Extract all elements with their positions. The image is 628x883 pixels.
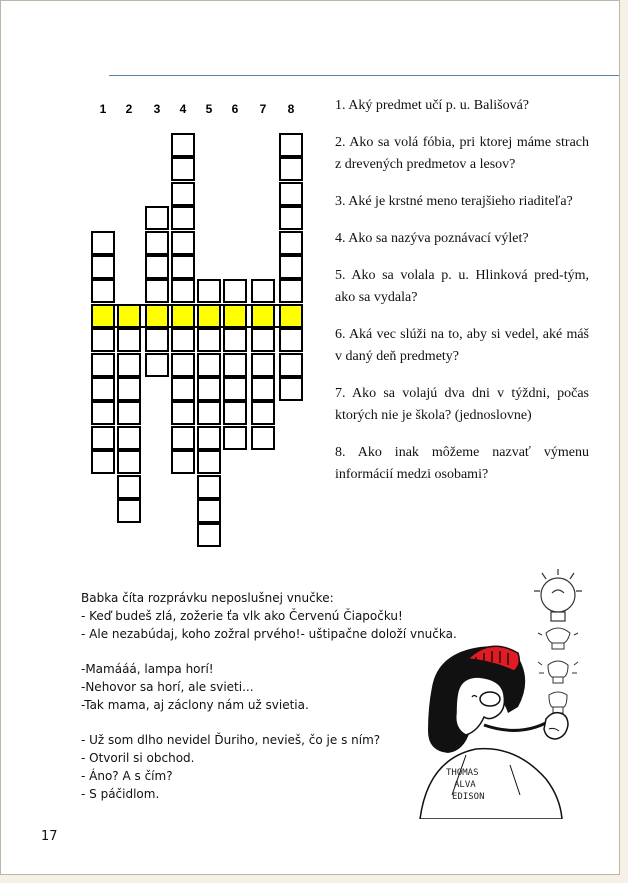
column-number-7: 7 (259, 102, 267, 116)
crossword-cell[interactable] (279, 353, 303, 377)
crossword-cell[interactable] (171, 353, 195, 377)
crossword-cell[interactable] (171, 426, 195, 450)
caption-edison: EDISON (452, 792, 485, 802)
crossword-cell[interactable] (171, 206, 195, 230)
crossword-cell[interactable] (91, 231, 115, 255)
crossword-cell[interactable] (251, 353, 275, 377)
caption-alva: ALVA (454, 780, 476, 790)
lightbulb-icon (538, 628, 578, 649)
crossword-cell[interactable] (117, 401, 141, 425)
question-1: 1. Aký predmet učí p. u. Bališová? (335, 98, 530, 113)
crossword-cell[interactable] (91, 353, 115, 377)
crossword-cell[interactable] (279, 182, 303, 206)
question-8: 8. Ako inak môžeme nazvať výmenu informácií medzi osobami? (335, 445, 589, 482)
crossword-cell[interactable] (91, 426, 115, 450)
crossword-cell[interactable] (197, 353, 221, 377)
crossword-cell[interactable] (91, 279, 115, 303)
crossword-cell[interactable] (171, 133, 195, 157)
crossword-cell[interactable] (197, 401, 221, 425)
joke-line-7: -Tak mama, aj záclony nám už svietia. (81, 697, 309, 712)
crossword-cell[interactable] (145, 231, 169, 255)
column-number-4: 4 (179, 102, 187, 116)
crossword-cell[interactable] (91, 328, 115, 352)
crossword-cell[interactable] (251, 426, 275, 450)
crossword-cell[interactable] (171, 328, 195, 352)
crossword-cell[interactable] (91, 255, 115, 279)
joke-line-9: - Už som dlho nevidel Ďuriho, nevieš, čo je s ním? (81, 733, 381, 748)
crossword-cell[interactable] (145, 255, 169, 279)
joke-line-2: - Keď budeš zlá, zožerie ťa vlk ako Červenú Čiapočku! (81, 608, 403, 623)
joke-line-12: - S páčidlom. (81, 786, 160, 801)
joke-line-1: Babka číta rozprávku neposlušnej vnučke: (81, 591, 334, 605)
joke-line-3: - Ale nezabúdaj, koho zožral prvého!- uštipačne doloží vnučka. (81, 626, 457, 641)
question-5: 5. Ako sa volala p. u. Hlinková pred-tým, ako sa vydala? (335, 268, 589, 305)
crossword-cell[interactable] (171, 377, 195, 401)
crossword-cell[interactable] (279, 279, 303, 303)
crossword-cell[interactable] (117, 450, 141, 474)
crossword-cell[interactable] (145, 328, 169, 352)
crossword-cell[interactable] (117, 499, 141, 523)
lightbulb-icon (538, 661, 578, 683)
crossword-cell[interactable] (197, 450, 221, 474)
joke-line-10: - Otvoril si obchod. (81, 751, 195, 766)
crossword-cell[interactable] (197, 426, 221, 450)
crossword-cell[interactable] (251, 328, 275, 352)
edison-illustration (406, 569, 606, 819)
column-number-5: 5 (205, 102, 213, 116)
crossword-cell[interactable] (279, 206, 303, 230)
crossword-cell[interactable] (117, 475, 141, 499)
header-rule (109, 75, 620, 76)
crossword-cell[interactable] (145, 279, 169, 303)
crossword-cell[interactable] (197, 499, 221, 523)
crossword-cell[interactable] (223, 401, 247, 425)
crossword-cell[interactable] (251, 377, 275, 401)
question-2: 2. Ako sa volá fóbia, pri ktorej máme strach z drevených predmetov a lesov? (335, 135, 589, 172)
crossword-cell[interactable] (171, 401, 195, 425)
face-shape (456, 677, 505, 735)
caption-thomas: THOMAS (446, 768, 479, 778)
crossword-cell[interactable] (117, 328, 141, 352)
pipe-bowl (544, 713, 568, 739)
crossword-cell[interactable] (117, 353, 141, 377)
jokes-section (81, 590, 457, 804)
column-number-8: 8 (287, 102, 295, 116)
crossword-cell[interactable] (117, 426, 141, 450)
crossword-cell[interactable] (117, 377, 141, 401)
joke-line-6: -Nehovor sa horí, ale svieti... (81, 679, 254, 694)
crossword-cell[interactable] (251, 279, 275, 303)
crossword-cell[interactable] (279, 377, 303, 401)
crossword-cell[interactable] (197, 279, 221, 303)
shirt-shape (420, 749, 562, 819)
crossword-cell[interactable] (223, 377, 247, 401)
crossword-cell[interactable] (171, 182, 195, 206)
joke-line-5: -Mamááá, lampa horí! (81, 662, 214, 677)
crossword-cell[interactable] (279, 157, 303, 181)
crossword-cell[interactable] (279, 255, 303, 279)
crossword-cell[interactable] (251, 401, 275, 425)
crossword-cell[interactable] (223, 353, 247, 377)
lightbulb-icon (549, 692, 567, 713)
question-7: 7. Ako sa volajú dva dni v týždni, počas ktorých nie je škola? (jednoslovne) (335, 386, 589, 423)
crossword-cell[interactable] (197, 377, 221, 401)
joke-line-11: - Áno? A s čím? (81, 768, 173, 783)
crossword-cell[interactable] (91, 401, 115, 425)
crossword-questions (335, 95, 589, 501)
crossword-cell[interactable] (223, 328, 247, 352)
crossword-solution-row (91, 304, 303, 328)
crossword-cell[interactable] (279, 231, 303, 255)
crossword-cell[interactable] (145, 353, 169, 377)
lightbulb-icon (534, 569, 582, 621)
joke-spacer (81, 715, 451, 733)
column-number-2: 2 (125, 102, 133, 116)
question-4: 4. Ako sa nazýva poznávací výlet? (335, 231, 529, 246)
crossword-cell[interactable] (223, 426, 247, 450)
crossword-cell[interactable] (171, 450, 195, 474)
crossword-cell[interactable] (91, 450, 115, 474)
crossword-cell[interactable] (171, 157, 195, 181)
column-number-6: 6 (231, 102, 239, 116)
crossword-cell[interactable] (171, 231, 195, 255)
page-number: 17 (41, 829, 58, 844)
crossword-cell[interactable] (91, 377, 115, 401)
question-6: 6. Aká vec slúži na to, aby si vedel, aké máš v daný deň predmety? (335, 327, 589, 364)
crossword-cell[interactable] (197, 523, 221, 547)
question-3: 3. Aké je krstné meno terajšieho riaditeľa? (335, 194, 573, 209)
crossword-cell[interactable] (197, 475, 221, 499)
joke-spacer (81, 643, 451, 661)
column-number-1: 1 (99, 102, 107, 116)
crossword-cell[interactable] (197, 328, 221, 352)
crossword-cell[interactable] (171, 255, 195, 279)
crossword-cell[interactable] (171, 279, 195, 303)
column-number-3: 3 (153, 102, 161, 116)
crossword-cell[interactable] (279, 133, 303, 157)
crossword-cell[interactable] (279, 328, 303, 352)
crossword-cell[interactable] (145, 206, 169, 230)
crossword-cell[interactable] (223, 279, 247, 303)
